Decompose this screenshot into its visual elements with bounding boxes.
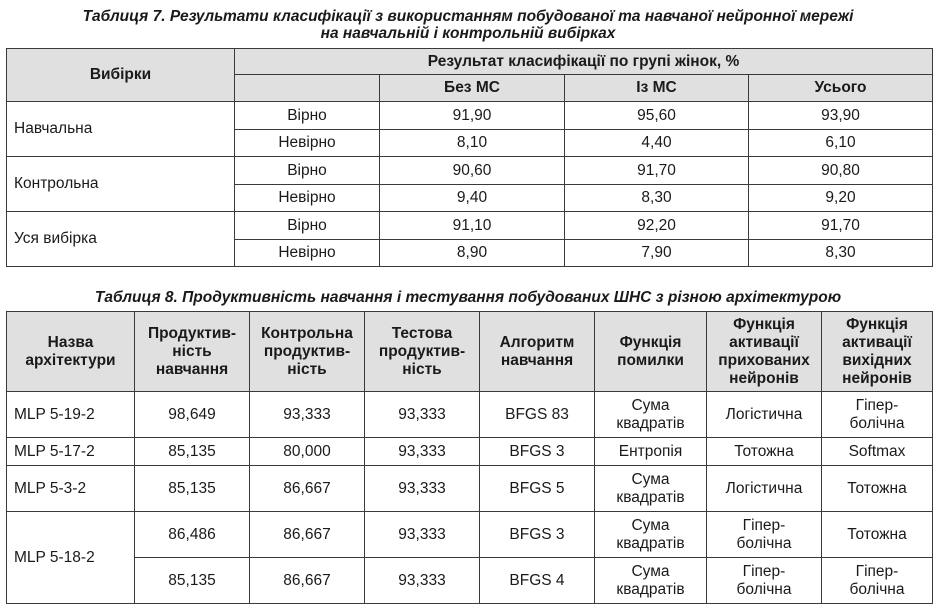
cell-line: Гіпер- bbox=[742, 516, 786, 534]
output-fn bbox=[822, 512, 933, 558]
value-cell: 93,90 bbox=[749, 102, 933, 130]
label-correct: Вірно bbox=[235, 102, 380, 130]
error-fn bbox=[595, 466, 707, 512]
value-cell: 8,10 bbox=[380, 130, 565, 157]
header-arch bbox=[7, 312, 135, 392]
value-cell: 90,60 bbox=[380, 157, 565, 185]
label-correct: Вірно bbox=[235, 157, 380, 185]
header-line: Функція bbox=[619, 333, 682, 351]
cell-line: Тотожна bbox=[734, 442, 794, 460]
header-error bbox=[595, 312, 707, 392]
header-line: продуктив- bbox=[378, 342, 466, 360]
cell-line: Сума bbox=[631, 470, 670, 488]
cell-line: болічна bbox=[849, 580, 905, 598]
value-cell: BFGS 83 bbox=[480, 392, 595, 438]
header-line: активації bbox=[729, 333, 799, 351]
header-train bbox=[135, 312, 250, 392]
table-row bbox=[7, 466, 933, 512]
cell-line: квадратів bbox=[616, 580, 685, 598]
sample-name: Уся вибірка bbox=[7, 212, 235, 267]
header-control bbox=[250, 312, 365, 392]
table7-caption-line2: на навчальній і контрольній вибірках bbox=[320, 25, 616, 42]
table8-caption: Таблиця 8. Продуктивність навчання і тестування побудованих ШНС з різною архітектурою bbox=[94, 289, 842, 306]
table-row bbox=[7, 438, 933, 466]
value-cell: BFGS 3 bbox=[480, 438, 595, 466]
value-cell: BFGS 3 bbox=[480, 512, 595, 558]
header-line: архітектури bbox=[25, 351, 116, 369]
header-line: Тестова bbox=[391, 324, 453, 342]
value-cell: 98,649 bbox=[135, 392, 250, 438]
value-cell: 86,486 bbox=[135, 512, 250, 558]
value-cell: 91,70 bbox=[565, 157, 749, 185]
table7-classification-results bbox=[6, 48, 933, 267]
arch-name: MLP 5-18-2 bbox=[7, 512, 135, 604]
cell-line: квадратів bbox=[616, 414, 685, 432]
cell-line: Сума bbox=[631, 562, 670, 580]
value-cell: 8,30 bbox=[565, 185, 749, 212]
table7-caption-line1: Таблиця 7. Результати класифікації з використанням побудованої та навчаної нейронної мережі bbox=[82, 8, 854, 25]
value-cell: 93,333 bbox=[365, 438, 480, 466]
arch-name: MLP 5-3-2 bbox=[7, 466, 135, 512]
value-cell: 93,333 bbox=[365, 466, 480, 512]
cell-line: Тотожна bbox=[847, 525, 907, 543]
header-line: Назва bbox=[47, 333, 94, 351]
hidden-fn bbox=[707, 558, 822, 604]
cell-line: Логістична bbox=[725, 405, 803, 423]
hidden-fn bbox=[707, 466, 822, 512]
header-line: нейронів bbox=[842, 369, 912, 387]
table-row bbox=[7, 102, 933, 130]
header-line: продуктив- bbox=[263, 342, 351, 360]
header-empty bbox=[235, 75, 380, 102]
header-line: Функція bbox=[733, 315, 795, 333]
value-cell: 93,333 bbox=[365, 558, 480, 604]
value-cell: 85,135 bbox=[135, 438, 250, 466]
value-cell: 86,667 bbox=[250, 512, 365, 558]
sample-name: Контрольна bbox=[7, 157, 235, 212]
header-line: Алгоритм bbox=[499, 333, 575, 351]
header-line: вихідних bbox=[842, 351, 912, 369]
value-cell: 7,90 bbox=[565, 240, 749, 267]
hidden-fn bbox=[707, 392, 822, 438]
value-cell: 92,20 bbox=[565, 212, 749, 240]
header-result: Результат класифікації по групі жінок, % bbox=[235, 49, 933, 75]
cell-line: болічна bbox=[736, 580, 792, 598]
value-cell: 9,40 bbox=[380, 185, 565, 212]
cell-line: Тотожна bbox=[847, 479, 907, 497]
table7-caption bbox=[0, 8, 936, 42]
cell-line: болічна bbox=[736, 534, 792, 552]
header-line: навчання bbox=[155, 360, 229, 378]
table-row bbox=[7, 157, 933, 185]
header-algo bbox=[480, 312, 595, 392]
header-line: помилки bbox=[617, 351, 684, 369]
value-cell: 93,333 bbox=[250, 392, 365, 438]
output-fn bbox=[822, 558, 933, 604]
label-incorrect: Невірно bbox=[235, 130, 380, 157]
header-samples: Вибірки bbox=[7, 49, 235, 102]
value-cell: BFGS 5 bbox=[480, 466, 595, 512]
cell-line: болічна bbox=[849, 414, 905, 432]
table-row bbox=[7, 512, 933, 558]
output-fn bbox=[822, 392, 933, 438]
cell-line: Сума bbox=[631, 516, 670, 534]
arch-name: MLP 5-19-2 bbox=[7, 392, 135, 438]
value-cell: 8,30 bbox=[749, 240, 933, 267]
header-line: активації bbox=[842, 333, 912, 351]
cell-line: квадратів bbox=[616, 488, 685, 506]
error-fn bbox=[595, 438, 707, 466]
value-cell: 85,135 bbox=[135, 466, 250, 512]
header-line: ність bbox=[402, 360, 442, 378]
table-row bbox=[7, 392, 933, 438]
label-incorrect: Невірно bbox=[235, 185, 380, 212]
header-line: ність bbox=[172, 342, 212, 360]
header-line: навчання bbox=[500, 351, 574, 369]
value-cell: 91,90 bbox=[380, 102, 565, 130]
table-row bbox=[7, 212, 933, 240]
header-with-ms: Із МС bbox=[565, 75, 749, 102]
output-fn bbox=[822, 438, 933, 466]
header-line: Функція bbox=[846, 315, 908, 333]
error-fn bbox=[595, 512, 707, 558]
sample-name: Навчальна bbox=[7, 102, 235, 157]
value-cell: 80,000 bbox=[250, 438, 365, 466]
value-cell: BFGS 4 bbox=[480, 558, 595, 604]
value-cell: 90,80 bbox=[749, 157, 933, 185]
value-cell: 86,667 bbox=[250, 558, 365, 604]
value-cell: 93,333 bbox=[365, 392, 480, 438]
header-total: Усього bbox=[749, 75, 933, 102]
header-line: ність bbox=[287, 360, 327, 378]
cell-line: квадратів bbox=[616, 534, 685, 552]
header-line: Продуктив- bbox=[147, 324, 237, 342]
value-cell: 93,333 bbox=[365, 512, 480, 558]
cell-line: Гіпер- bbox=[855, 562, 899, 580]
error-fn bbox=[595, 558, 707, 604]
value-cell: 8,90 bbox=[380, 240, 565, 267]
value-cell: 9,20 bbox=[749, 185, 933, 212]
label-incorrect: Невірно bbox=[235, 240, 380, 267]
value-cell: 91,10 bbox=[380, 212, 565, 240]
cell-line: Ентропія bbox=[618, 442, 683, 460]
value-cell: 85,135 bbox=[135, 558, 250, 604]
header-without-ms: Без МС bbox=[380, 75, 565, 102]
cell-line: Гіпер- bbox=[855, 396, 899, 414]
cell-line: Сума bbox=[631, 396, 670, 414]
value-cell: 91,70 bbox=[749, 212, 933, 240]
header-hidden-activation bbox=[707, 312, 822, 392]
hidden-fn bbox=[707, 512, 822, 558]
output-fn bbox=[822, 466, 933, 512]
arch-name: MLP 5-17-2 bbox=[7, 438, 135, 466]
value-cell: 4,40 bbox=[565, 130, 749, 157]
label-correct: Вірно bbox=[235, 212, 380, 240]
cell-line: Логістична bbox=[725, 479, 803, 497]
value-cell: 95,60 bbox=[565, 102, 749, 130]
table8-performance bbox=[6, 311, 933, 604]
cell-line: Гіпер- bbox=[742, 562, 786, 580]
hidden-fn bbox=[707, 438, 822, 466]
header-test bbox=[365, 312, 480, 392]
value-cell: 6,10 bbox=[749, 130, 933, 157]
error-fn bbox=[595, 392, 707, 438]
table-row bbox=[7, 558, 933, 604]
header-line: Контрольна bbox=[261, 324, 353, 342]
header-line: нейронів bbox=[729, 369, 799, 387]
value-cell: 86,667 bbox=[250, 466, 365, 512]
header-line: прихованих bbox=[718, 351, 810, 369]
header-output-activation bbox=[822, 312, 933, 392]
cell-line: Softmax bbox=[848, 442, 906, 460]
